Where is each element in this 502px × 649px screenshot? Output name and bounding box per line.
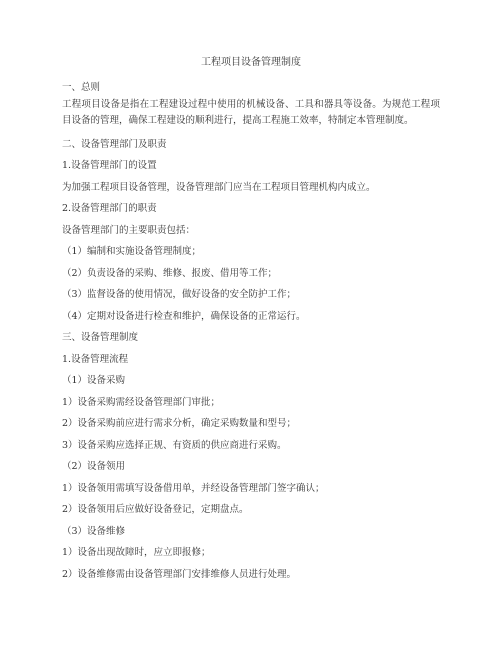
list-item-requisition-2: 2）设备领用后应做好设备登记，定期盘点。 (62, 504, 249, 515)
list-item-duty-1: （1）编制和实施设备管理制度； (62, 246, 202, 257)
list-item-procurement-3: 3）设备采购应选择正规、有资质的供应商进行采购。 (62, 440, 287, 451)
list-item-procurement-2: 2）设备采购前应进行需求分析，确定采购数量和型号； (62, 418, 297, 429)
subheading-maintenance: （3）设备维修 (62, 526, 126, 537)
section-heading-general: 一、总则 (62, 82, 101, 93)
paragraph-general: 工程项目设备是指在工程建设过程中使用的机械设备、工具和器具等设备。为规范工程项目设备的管理，确保工程建设的顺利进行，提高工程施工效率，特制定本管理制度。 (62, 99, 440, 126)
section-heading-department: 二、设备管理部门及职责 (62, 139, 167, 150)
subheading-requisition: （2）设备领用 (62, 461, 126, 472)
list-item-duty-2: （2）负责设备的采购、维修、报废、借用等工作； (62, 268, 278, 279)
document-title: 工程项目设备管理制度 (201, 57, 301, 68)
list-item-duty-4: （4）定期对设备进行检查和维护，确保设备的正常运行。 (62, 311, 306, 322)
subheading-process: 1.设备管理流程 (62, 354, 129, 365)
subheading-procurement: （1）设备采购 (62, 375, 126, 386)
list-item-maintenance-2: 2）设备维修需由设备管理部门安排维修人员进行处理。 (62, 569, 297, 580)
subheading-department-setup: 1.设备管理部门的设置 (62, 160, 157, 171)
subheading-department-duties: 2.设备管理部门的职责 (62, 203, 157, 214)
paragraph-department-setup: 为加强工程项目设备管理，设备管理部门应当在工程项目管理机构内成立。 (62, 182, 376, 193)
list-item-requisition-1: 1）设备领用需填写设备借用单，并经设备管理部门签字确认； (62, 483, 325, 494)
paragraph-duties-intro: 设备管理部门的主要职责包括： (62, 225, 196, 236)
list-item-duty-3: （3）监督设备的使用情况，做好设备的安全防护工作； (62, 289, 297, 300)
section-heading-system: 三、设备管理制度 (62, 332, 139, 343)
list-item-procurement-1: 1）设备采购需经设备管理部门审批； (62, 397, 221, 408)
list-item-maintenance-1: 1）设备出现故障时，应立即报修； (62, 547, 211, 558)
